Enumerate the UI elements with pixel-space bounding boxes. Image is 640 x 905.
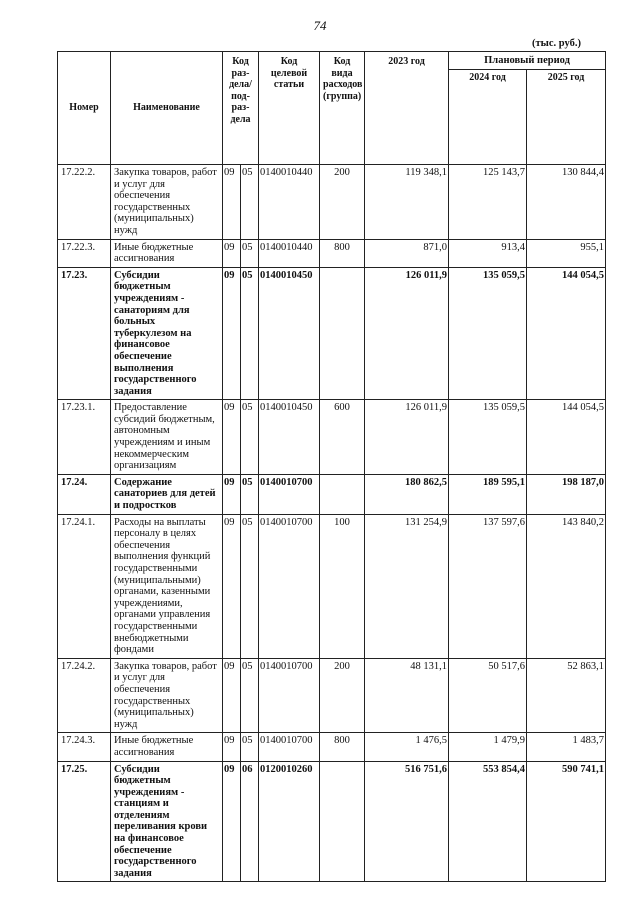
row-target-code: 0140010700 [259,514,320,658]
page-number: 74 [313,18,327,33]
row-number: 17.22.3. [58,239,111,267]
row-subsection: 06 [241,761,259,882]
row-number: 17.25. [58,761,111,882]
row-target-code: 0140010700 [259,658,320,733]
row-name: Закупка товаров, работ и услуг для обеспечения государственных (муниципальных) нужд [111,165,223,240]
table-row [58,658,606,733]
row-expense-type: 800 [320,733,365,761]
row-section: 09 [223,239,241,267]
header-year-2025: 2025 год [527,70,606,165]
row-section: 09 [223,474,241,514]
row-section: 09 [223,165,241,240]
row-expense-type [320,761,365,882]
row-value-2024: 189 595,1 [449,474,527,514]
row-value-2025: 144 054,5 [527,267,606,400]
row-number: 17.23. [58,267,111,400]
table-body [58,165,606,882]
table-row [58,514,606,658]
row-value-2024: 135 059,5 [449,400,527,475]
row-value-2025: 590 741,1 [527,761,606,882]
table-row [58,165,606,240]
row-subsection: 05 [241,239,259,267]
row-target-code: 0140010450 [259,400,320,475]
row-expense-type: 600 [320,400,365,475]
row-expense-type: 200 [320,658,365,733]
row-name: Предоставление субсидий бюджетным, автономным учреждениям и иным некоммерческим организациям [111,400,223,475]
row-name: Содержание санаториев для детей и подростков [111,474,223,514]
row-value-2025: 955,1 [527,239,606,267]
row-target-code: 0140010450 [259,267,320,400]
row-number: 17.24.2. [58,658,111,733]
row-expense-type: 100 [320,514,365,658]
row-value-2023: 871,0 [365,239,449,267]
row-target-code: 0140010700 [259,474,320,514]
row-target-code: 0140010700 [259,733,320,761]
row-value-2023: 119 348,1 [365,165,449,240]
row-expense-type: 200 [320,165,365,240]
row-target-code: 0140010440 [259,239,320,267]
row-number: 17.24.3. [58,733,111,761]
row-subsection: 05 [241,267,259,400]
row-value-2024: 125 143,7 [449,165,527,240]
table-row [58,267,606,400]
row-name: Закупка товаров, работ и услуг для обеспечения государственных (муниципальных) нужд [111,658,223,733]
header-expense-type: Код вида расходов (группа) [320,52,365,165]
header-target-code: Код целевой статьи [259,52,320,165]
row-value-2023: 126 011,9 [365,400,449,475]
header-year-2024: 2024 год [449,70,527,165]
row-number: 17.23.1. [58,400,111,475]
row-target-code: 0120010260 [259,761,320,882]
row-value-2024: 553 854,4 [449,761,527,882]
row-value-2025: 144 054,5 [527,400,606,475]
row-number: 17.24.1. [58,514,111,658]
row-subsection: 05 [241,658,259,733]
row-target-code: 0140010440 [259,165,320,240]
row-expense-type: 800 [320,239,365,267]
table-header [58,52,606,165]
row-name: Субсидии бюджетным учреждениям - санаториям для больных туберкулезом на финансовое обеспечение выполнения государственного задания [111,267,223,400]
row-subsection: 05 [241,474,259,514]
row-subsection: 05 [241,400,259,475]
units-label: (тыс. руб.) [532,38,581,49]
table-row [58,474,606,514]
header-section-code: Код раз-дела/ под-раз-дела [223,52,259,165]
row-section: 09 [223,761,241,882]
row-value-2025: 1 483,7 [527,733,606,761]
row-value-2025: 52 863,1 [527,658,606,733]
row-section: 09 [223,267,241,400]
row-value-2023: 180 862,5 [365,474,449,514]
row-value-2025: 143 840,2 [527,514,606,658]
row-value-2025: 130 844,4 [527,165,606,240]
row-expense-type [320,474,365,514]
row-section: 09 [223,514,241,658]
row-value-2023: 516 751,6 [365,761,449,882]
row-value-2023: 126 011,9 [365,267,449,400]
row-value-2024: 50 517,6 [449,658,527,733]
row-value-2024: 135 059,5 [449,267,527,400]
row-value-2024: 137 597,6 [449,514,527,658]
row-name: Иные бюджетные ассигнования [111,239,223,267]
header-name: Наименование [111,52,223,165]
header-number: Номер [58,52,111,165]
header-planning-period: Плановый период [449,52,606,70]
header-year-2023: 2023 год [365,52,449,165]
row-value-2023: 131 254,9 [365,514,449,658]
table-row [58,761,606,882]
row-name: Иные бюджетные ассигнования [111,733,223,761]
row-name: Субсидии бюджетным учреждениям - станциям и отделениям переливания крови на финансовое обеспечение государственного задания [111,761,223,882]
row-subsection: 05 [241,165,259,240]
row-name: Расходы на выплаты персоналу в целях обеспечения выполнения функций государственными (муниципальными) органами, казенными учреждениями, органами управления государственными внебюджетными фондами [111,514,223,658]
row-value-2023: 1 476,5 [365,733,449,761]
row-subsection: 05 [241,733,259,761]
table-row [58,239,606,267]
table-row [58,400,606,475]
row-section: 09 [223,400,241,475]
row-value-2023: 48 131,1 [365,658,449,733]
row-subsection: 05 [241,514,259,658]
row-value-2024: 1 479,9 [449,733,527,761]
row-value-2025: 198 187,0 [527,474,606,514]
budget-table [57,51,606,882]
row-section: 09 [223,733,241,761]
row-section: 09 [223,658,241,733]
row-number: 17.22.2. [58,165,111,240]
table-row [58,733,606,761]
row-number: 17.24. [58,474,111,514]
row-expense-type [320,267,365,400]
row-value-2024: 913,4 [449,239,527,267]
